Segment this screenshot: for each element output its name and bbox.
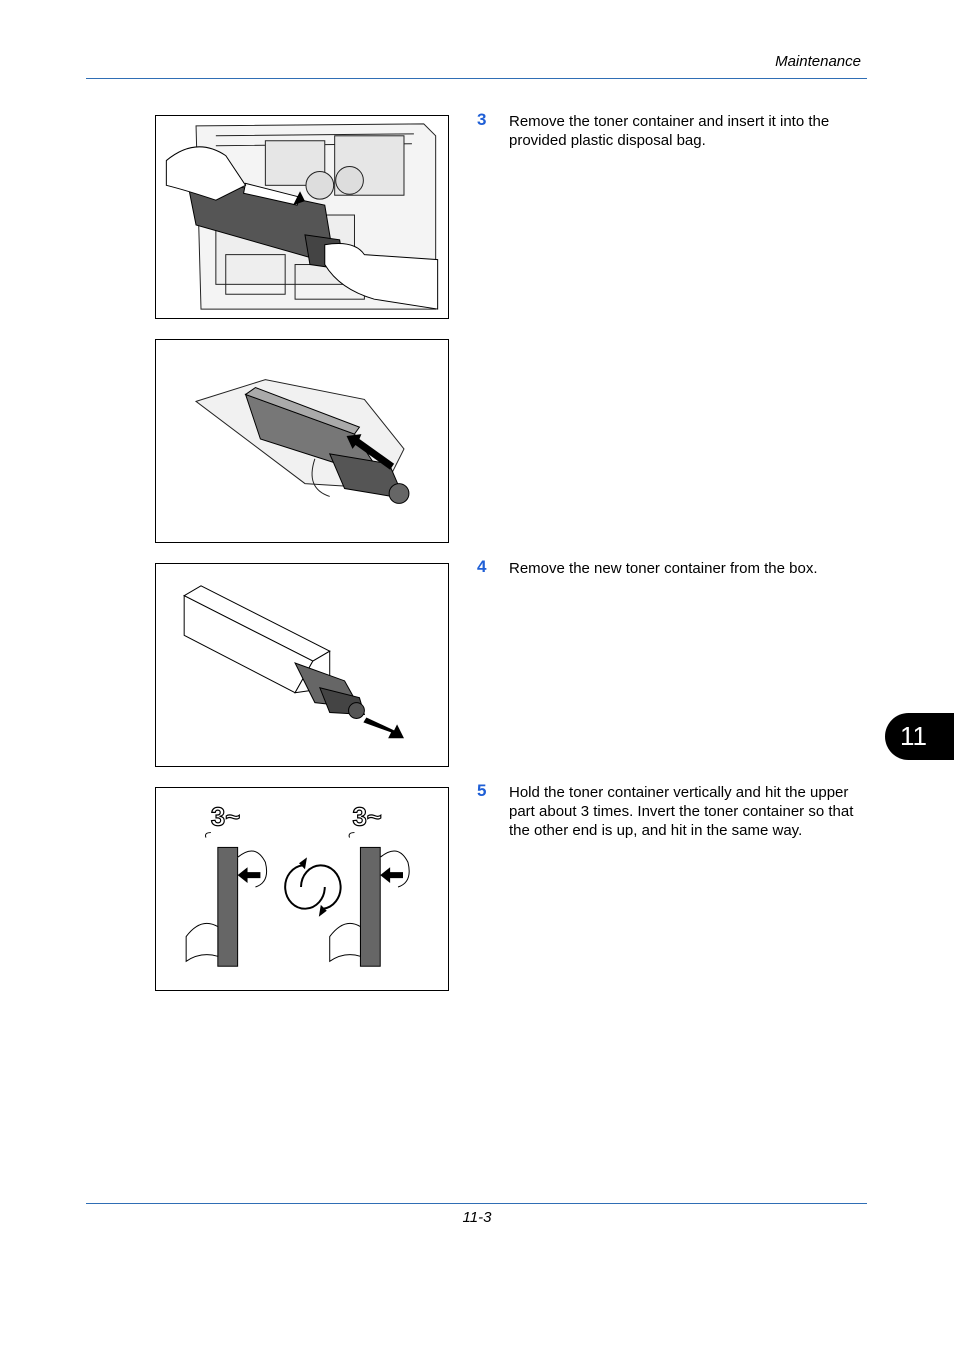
chapter-tab: 11 <box>885 713 954 760</box>
toner-box-illustration <box>156 564 448 766</box>
step-number: 5 <box>477 781 487 800</box>
step-text: Remove the new toner container from the box. <box>509 560 818 577</box>
tap-count-label-left: 3~ <box>210 803 241 832</box>
step-text: Hold the toner container vertically and hit the upper part about 3 times. Invert the toner container so that the other end is up, and hit in the same way. <box>509 784 854 839</box>
tap-count-label-right: 3~ <box>352 803 382 832</box>
step-number: 4 <box>477 557 487 576</box>
step-number: 3 <box>477 110 487 129</box>
step-text: Remove the toner container and insert it into the provided plastic disposal bag. <box>509 113 830 149</box>
footer-rule <box>86 1203 867 1204</box>
running-header-title: Maintenance <box>775 53 861 70</box>
figure-tap-toner <box>155 787 449 991</box>
remove-toner-illustration <box>156 116 448 318</box>
tap-toner-illustration <box>156 788 448 990</box>
disposal-bag-illustration <box>156 340 448 542</box>
figure-toner-box <box>155 563 449 767</box>
page-number: 11-3 <box>462 1209 492 1226</box>
header-rule <box>86 78 867 79</box>
figure-remove-toner-container <box>155 115 449 319</box>
figure-disposal-bag <box>155 339 449 543</box>
